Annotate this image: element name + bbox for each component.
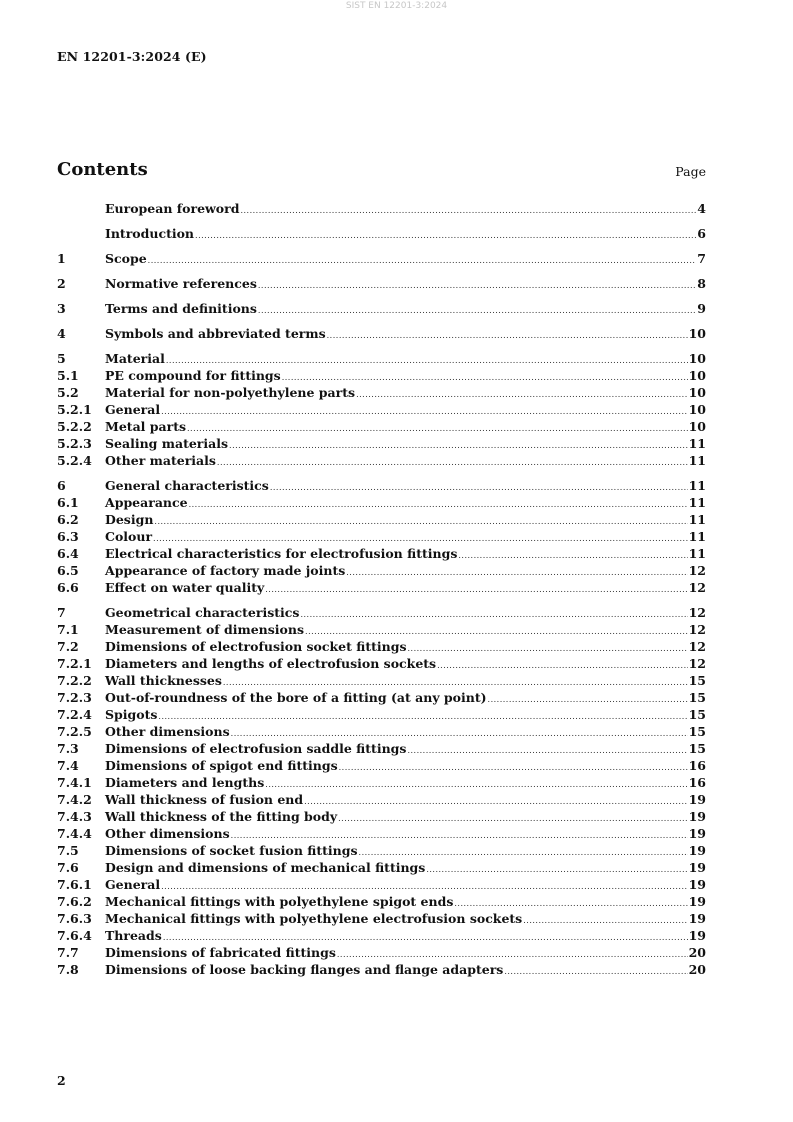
toc-entry-page: 15: [688, 741, 706, 756]
page-number: 2: [57, 1073, 66, 1088]
toc-entry-title: Design: [105, 512, 154, 527]
toc-dot-leader: [356, 386, 688, 403]
toc-entry[interactable]: [57, 655, 706, 672]
toc-entry[interactable]: [57, 300, 706, 317]
toc-entry[interactable]: [57, 452, 706, 469]
toc-entry-page: 19: [688, 911, 706, 926]
toc-entry[interactable]: [57, 910, 706, 927]
toc-dot-leader: [195, 227, 696, 244]
toc-entry[interactable]: [57, 579, 706, 596]
toc-entry-number: 7.3: [57, 741, 79, 756]
toc-entry[interactable]: [57, 842, 706, 859]
toc-dot-leader: [504, 963, 687, 980]
toc-entry-page: 10: [688, 402, 706, 417]
toc-entry-page: 12: [688, 563, 706, 578]
toc-entry-page: 15: [688, 690, 706, 705]
toc-entry-number: 7: [57, 605, 66, 620]
toc-entry[interactable]: [57, 740, 706, 757]
toc-entry-page: 16: [688, 775, 706, 790]
page-column-label: Page: [675, 164, 706, 179]
toc-entry-page: 12: [688, 605, 706, 620]
toc-entry-title: Material: [105, 351, 165, 366]
toc-entry-page: 12: [688, 656, 706, 671]
toc-entry-number: 5: [57, 351, 66, 366]
toc-entry-number: 5.2: [57, 385, 79, 400]
toc-entry[interactable]: [57, 511, 706, 528]
toc-entry-number: 7.4.1: [57, 775, 92, 790]
toc-entry[interactable]: [57, 528, 706, 545]
toc-dot-leader: [437, 657, 687, 674]
toc-entry-title: Wall thicknesses: [105, 673, 222, 688]
toc-entry-title: Dimensions of spigot end fittings: [105, 758, 338, 773]
toc-entry-page: 10: [688, 351, 706, 366]
toc-entry-title: Electrical characteristics for electrofusion fittings: [105, 546, 458, 561]
toc-entry-page: 11: [688, 478, 706, 493]
toc-entry-page: 11: [688, 436, 706, 451]
toc-entry-title: Wall thickness of fusion end: [105, 792, 304, 807]
toc-entry-number: 7.2.3: [57, 690, 92, 705]
toc-dot-leader: [229, 437, 688, 454]
toc-entry-title: Dimensions of electrofusion socket fittings: [105, 639, 407, 654]
toc-dot-leader: [265, 776, 687, 793]
toc-dot-leader: [158, 708, 687, 725]
toc-entry-page: 19: [688, 894, 706, 909]
toc-entry-number: 3: [57, 301, 66, 316]
toc-dot-leader: [258, 302, 696, 319]
toc-dot-leader: [523, 912, 687, 929]
toc-entry-number: 7.2: [57, 639, 79, 654]
toc-entry-number: 7.6.3: [57, 911, 92, 926]
toc-entry[interactable]: [57, 706, 706, 723]
toc-dot-leader: [265, 581, 687, 598]
toc-entry[interactable]: [57, 350, 706, 367]
toc-dot-leader: [258, 277, 696, 294]
toc-dot-leader: [189, 496, 688, 513]
toc-entry-title: Terms and definitions: [105, 301, 257, 316]
toc-entry[interactable]: [57, 961, 706, 978]
toc-entry[interactable]: [57, 791, 706, 808]
toc-entry-page: 12: [688, 639, 706, 654]
toc-entry-title: Diameters and lengths of electrofusion sockets: [105, 656, 437, 671]
toc-dot-leader: [270, 479, 688, 496]
toc-entry-number: 7.4.4: [57, 826, 92, 841]
toc-entry-number: 6.1: [57, 495, 79, 510]
toc-entry-title: Appearance: [105, 495, 188, 510]
toc-entry[interactable]: [57, 418, 706, 435]
toc-entry-number: 6.5: [57, 563, 79, 578]
toc-entry-number: 7.2.2: [57, 673, 92, 688]
toc-entry-title: Material for non-polyethylene parts: [105, 385, 356, 400]
toc-entry[interactable]: [57, 689, 706, 706]
toc-entry-number: 7.7: [57, 945, 79, 960]
toc-entry-number: 5.2.2: [57, 419, 92, 434]
toc-entry-number: 7.1: [57, 622, 79, 637]
toc-entry-page: 6: [697, 226, 706, 241]
toc-entry-page: 4: [697, 201, 706, 216]
toc-entry-number: 6.4: [57, 546, 79, 561]
toc-entry-title: General characteristics: [105, 478, 269, 493]
toc-entry-page: 11: [688, 495, 706, 510]
toc-entry-page: 19: [688, 809, 706, 824]
toc-entry-page: 19: [688, 928, 706, 943]
toc-dot-leader: [426, 861, 687, 878]
toc-entry[interactable]: [57, 757, 706, 774]
toc-entry-title: Metal parts: [105, 419, 186, 434]
toc-entry-page: 10: [688, 368, 706, 383]
toc-entry-page: 19: [688, 826, 706, 841]
toc-entry-page: 11: [688, 512, 706, 527]
toc-entry-title: Threads: [105, 928, 162, 943]
toc-dot-leader: [458, 547, 687, 564]
toc-dot-leader: [339, 759, 688, 776]
toc-dot-leader: [217, 454, 688, 471]
toc-entry-title: Sealing materials: [105, 436, 229, 451]
toc-entry-number: 7.4.3: [57, 809, 92, 824]
toc-entry[interactable]: [57, 621, 706, 638]
toc-entry-number: 6.2: [57, 512, 79, 527]
toc-entry[interactable]: [57, 562, 706, 579]
toc-entry-page: 19: [688, 843, 706, 858]
toc-entry-title: General: [105, 877, 161, 892]
toc-entry-number: 6.3: [57, 529, 79, 544]
toc-entry-number: 5.2.4: [57, 453, 92, 468]
toc-entry-title: Other materials: [105, 453, 216, 468]
toc-entry[interactable]: [57, 545, 706, 562]
toc-entry-number: 7.2.5: [57, 724, 92, 739]
toc-entry-number: 5.1: [57, 368, 79, 383]
toc-entry[interactable]: [57, 774, 706, 791]
toc-entry-title: Geometrical characteristics: [105, 605, 300, 620]
toc-entry-title: Appearance of factory made joints: [105, 563, 346, 578]
toc-entry-number: 6.6: [57, 580, 79, 595]
toc-entry[interactable]: [57, 325, 706, 342]
table-of-contents: [57, 200, 706, 978]
toc-dot-leader: [408, 640, 688, 657]
toc-dot-leader: [407, 742, 687, 759]
toc-entry-number: 7.6.1: [57, 877, 92, 892]
toc-entry[interactable]: [57, 250, 706, 267]
watermark: SIST EN 12201-3:2024: [345, 1, 448, 11]
toc-entry-page: 12: [688, 622, 706, 637]
toc-dot-leader: [300, 606, 687, 623]
toc-entry-title: Symbols and abbreviated terms: [105, 326, 326, 341]
toc-entry-title: General: [105, 402, 161, 417]
toc-entry-title: Mechanical fittings with polyethylene spigot ends: [105, 894, 454, 909]
toc-entry-page: 9: [697, 301, 706, 316]
toc-entry-number: 1: [57, 251, 66, 266]
toc-entry[interactable]: [57, 225, 706, 242]
toc-dot-leader: [338, 810, 687, 827]
toc-entry[interactable]: [57, 893, 706, 910]
toc-entry[interactable]: [57, 944, 706, 961]
toc-entry-page: 12: [688, 580, 706, 595]
toc-entry-page: 15: [688, 673, 706, 688]
toc-entry-page: 15: [688, 707, 706, 722]
toc-entry-number: 7.2.1: [57, 656, 92, 671]
toc-entry-page: 19: [688, 860, 706, 875]
toc-entry[interactable]: [57, 477, 706, 494]
toc-entry-title: Dimensions of loose backing flanges and flange adapters: [105, 962, 504, 977]
toc-entry-number: 7.4.2: [57, 792, 92, 807]
toc-entry[interactable]: [57, 401, 706, 418]
toc-entry-page: 11: [688, 453, 706, 468]
toc-entry[interactable]: [57, 367, 706, 384]
toc-entry-number: 4: [57, 326, 66, 341]
toc-entry-page: 19: [688, 877, 706, 892]
toc-entry-page: 10: [688, 326, 706, 341]
toc-entry-title: Other dimensions: [105, 724, 230, 739]
toc-entry-title: Spigots: [105, 707, 158, 722]
toc-entry-number: 7.6: [57, 860, 79, 875]
toc-entry-page: 20: [688, 945, 706, 960]
toc-entry-title: Other dimensions: [105, 826, 230, 841]
toc-entry[interactable]: [57, 859, 706, 876]
toc-entry[interactable]: [57, 604, 706, 621]
toc-entry[interactable]: [57, 435, 706, 452]
toc-dot-leader: [240, 202, 696, 219]
toc-entry-number: 2: [57, 276, 66, 291]
toc-dot-leader: [148, 252, 697, 269]
toc-entry[interactable]: [57, 825, 706, 842]
toc-entry-title: Out-of-roundness of the bore of a fitting (at any point): [105, 690, 487, 705]
toc-dot-leader: [154, 513, 687, 530]
toc-entry-page: 11: [688, 546, 706, 561]
toc-entry[interactable]: [57, 927, 706, 944]
toc-dot-leader: [327, 327, 688, 344]
toc-entry-page: 15: [688, 724, 706, 739]
toc-entry-page: 19: [688, 792, 706, 807]
toc-dot-leader: [346, 564, 687, 581]
toc-entry-title: Measurement of dimensions: [105, 622, 305, 637]
toc-entry-title: Mechanical fittings with polyethylene electrofusion sockets: [105, 911, 523, 926]
toc-entry-title: Wall thickness of the fitting body: [105, 809, 338, 824]
toc-entry-title: Design and dimensions of mechanical fittings: [105, 860, 426, 875]
toc-entry-number: 7.8: [57, 962, 79, 977]
toc-entry-number: 6: [57, 478, 66, 493]
toc-entry-title: Colour: [105, 529, 153, 544]
toc-entry-title: Dimensions of socket fusion fittings: [105, 843, 358, 858]
toc-entry-page: 7: [697, 251, 706, 266]
toc-entry-page: 20: [688, 962, 706, 977]
toc-entry-number: 5.2.1: [57, 402, 92, 417]
toc-entry-title: Effect on water quality: [105, 580, 265, 595]
toc-entry-title: Introduction: [105, 226, 195, 241]
toc-dot-leader: [161, 403, 687, 420]
toc-entry[interactable]: [57, 275, 706, 292]
toc-entry-number: 7.6.2: [57, 894, 92, 909]
toc-entry-page: 11: [688, 529, 706, 544]
toc-entry-page: 16: [688, 758, 706, 773]
toc-entry-title: Dimensions of fabricated fittings: [105, 945, 336, 960]
toc-entry[interactable]: [57, 672, 706, 689]
toc-entry[interactable]: [57, 494, 706, 511]
toc-entry-number: 7.4: [57, 758, 79, 773]
toc-entry[interactable]: [57, 808, 706, 825]
toc-dot-leader: [187, 420, 688, 437]
toc-entry-page: 10: [688, 385, 706, 400]
toc-entry-title: PE compound for fittings: [105, 368, 281, 383]
toc-entry-title: Diameters and lengths: [105, 775, 265, 790]
toc-entry-page: 10: [688, 419, 706, 434]
toc-entry-number: 5.2.3: [57, 436, 92, 451]
toc-entry[interactable]: [57, 638, 706, 655]
toc-dot-leader: [488, 691, 688, 708]
toc-entry-title: Scope: [105, 251, 147, 266]
toc-entry[interactable]: [57, 876, 706, 893]
toc-entry[interactable]: [57, 384, 706, 401]
toc-entry-number: 7.6.4: [57, 928, 92, 943]
contents-heading: Contents: [57, 159, 148, 180]
toc-entry-page: 8: [697, 276, 706, 291]
document-header: EN 12201-3:2024 (E): [57, 49, 207, 64]
toc-entry[interactable]: [57, 723, 706, 740]
toc-entry-title: Dimensions of electrofusion saddle fittings: [105, 741, 407, 756]
toc-entry[interactable]: [57, 200, 706, 217]
toc-entry-number: 7.2.4: [57, 707, 92, 722]
toc-entry-number: 7.5: [57, 843, 79, 858]
toc-entry-title: Normative references: [105, 276, 257, 291]
toc-dot-leader: [304, 793, 687, 810]
toc-entry-title: European foreword: [105, 201, 240, 216]
